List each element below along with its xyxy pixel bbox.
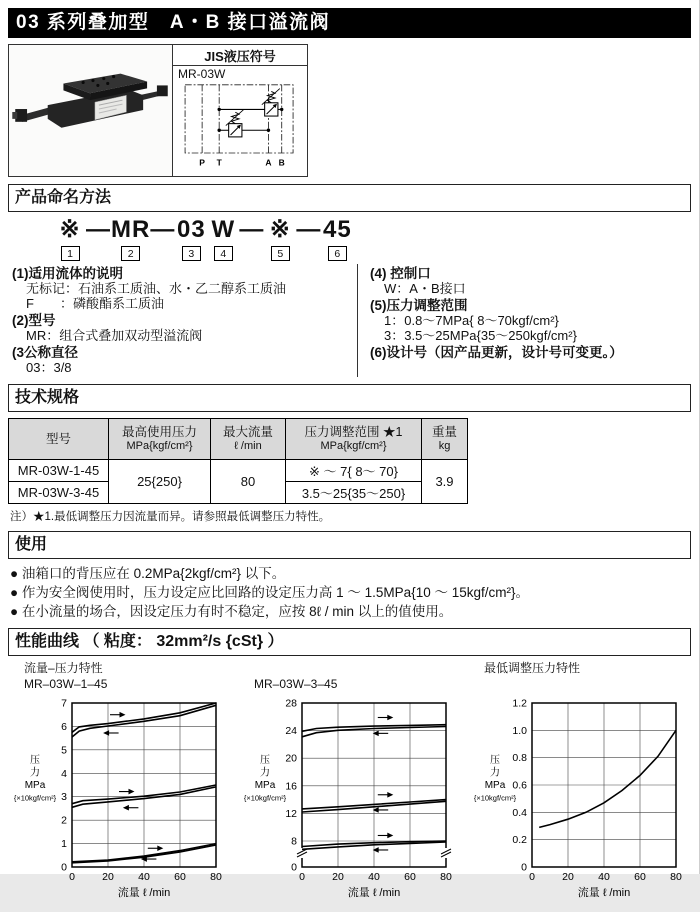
y-axis-label: {×10kgf/cm²} [13,793,57,803]
usage-note-0: ● 油箱口的背压应在 0.2MPa{2kgf/cm²} 以下。 [10,566,286,581]
cell-range-2: 3.5～25{35～250} [286,482,422,504]
svg-text:1: 1 [61,838,67,851]
svg-text:5: 5 [61,744,67,757]
naming-item-0: (4) 控制口 [370,266,431,281]
naming-column-left [8,264,358,377]
svg-text:60: 60 [404,871,416,883]
flow-direction-arrow [387,792,393,798]
svg-text:4: 4 [61,767,67,780]
svg-text:7: 7 [61,697,67,710]
code-segment-text: — [239,216,265,243]
svg-text:0: 0 [521,861,527,874]
flow-direction-arrow [387,715,393,721]
y-axis-label: 压 [260,755,270,766]
flow-direction-arrow [129,789,135,795]
chart-canvas [8,695,238,907]
svg-text:0: 0 [291,861,297,874]
naming-item-5: (6)设计号（因产品更新，设计号可变更。） [370,345,623,360]
jis-symbol-panel [173,45,307,176]
spec-col-max-pressure: 最高使用压力 MPa{kgf/cm²} [109,419,211,460]
section-header-performance: 性能曲线 （ 粘度： 32mm²/s {cSt} ） [8,628,691,656]
svg-text:16: 16 [285,780,297,793]
svg-text:20: 20 [332,871,344,883]
page-title: 03 系列叠加型 A・B 接口溢流阀 [8,8,691,38]
naming-item-0: (1)适用流体的说明 [12,266,123,281]
naming-column-right [358,264,691,377]
svg-text:0.2: 0.2 [512,834,527,847]
code-position-box: 5 [271,246,290,261]
y-axis-label: MPa [24,780,46,791]
naming-item-1: 无标记：石油系工质油、水・乙二醇系工质油 [26,281,287,296]
code-position-box: 4 [214,246,233,261]
cell-max-pressure: 25{250} [109,460,211,504]
product-overview-box [8,44,308,177]
naming-item-4: MR：组合式叠加双动型溢流阀 [26,328,203,343]
usage-note-2: ● 在小流量的场合，因设定压力有时不稳定，应按 8ℓ / min 以上的值使用。 [10,604,453,619]
y-axis-label: 力 [490,767,500,779]
model-code-segment [54,217,86,261]
svg-text:40: 40 [368,871,380,883]
naming-item-2: (5)压力调整范围 [370,298,468,313]
chart-title: MR–03W–3–45 [254,677,338,691]
x-axis-label: 流量 ℓ /min [577,887,631,899]
naming-item-4: 3：3.5～25MPa{35～250kgf/cm²} [384,328,577,343]
svg-text:28: 28 [285,697,297,710]
code-separator [296,217,321,242]
x-axis-label: 流量 ℓ /min [117,887,171,899]
port-label-a: A [265,157,272,168]
spec-col-model: 型号 [9,419,109,460]
flow-direction-arrow [387,833,393,839]
code-segment-text: 45 [322,216,352,243]
flow-direction-arrow [120,712,126,718]
svg-text:40: 40 [138,871,150,883]
section-header-naming: 产品命名方法 [8,184,691,212]
hydraulic-circuit-symbol [178,81,303,171]
svg-text:20: 20 [562,871,574,883]
svg-text:0.6: 0.6 [512,779,527,792]
section-header-specs: 技术规格 [8,384,691,412]
usage-notes [10,564,691,621]
svg-text:0.4: 0.4 [512,806,527,819]
naming-item-1: W：A・B接口 [384,281,466,296]
svg-text:40: 40 [598,871,610,883]
table-row [9,460,468,482]
svg-text:2: 2 [61,814,67,827]
naming-columns [8,264,691,377]
code-segment-text: 03 [176,216,206,243]
jis-symbol-model: MR-03W [178,67,226,81]
section-header-usage: 使用 [8,531,691,559]
cell-weight: 3.9 [422,460,468,504]
naming-item-6: 03：3/8 [26,360,72,375]
code-segment-text: MR [111,216,151,243]
port-label-p: P [199,157,205,168]
svg-text:6: 6 [61,720,67,733]
chart-title: 流量–压力特性 MR–03W–1–45 [24,661,108,691]
cell-range-1: ※ ～ 7{ 8～ 70} [286,460,422,482]
svg-text:24: 24 [285,725,297,738]
spec-col-max-flow: 最大流量 ℓ /min [211,419,286,460]
naming-item-3: 1：0.8～7MPa{ 8～70kgf/cm²} [384,313,559,328]
code-segment-text: — [150,216,176,243]
performance-charts [8,660,691,912]
code-segment-text: W [211,216,236,243]
svg-text:0: 0 [529,871,535,883]
series-最低调整压力 [539,730,676,827]
model-code-diagram [54,217,691,261]
naming-item-3: (2)型号 [12,313,56,328]
svg-text:0: 0 [61,861,67,874]
spec-col-adjust-range: 压力调整范围 ★1 MPa{kgf/cm²} [286,419,422,460]
jis-symbol-body [173,66,307,176]
code-separator [150,217,175,242]
svg-text:60: 60 [174,871,186,883]
spec-table-note: 注）★1.最低调整压力因流量而异。请参照最低调整压力特性。 [10,511,331,523]
spec-table [8,418,468,504]
code-segment-text: ※ [269,216,291,243]
model-code-segment [175,217,207,261]
code-position-box: 2 [121,246,140,261]
y-axis-label: 压 [490,755,500,766]
product-photo [9,45,173,176]
code-position-box: 3 [182,246,201,261]
svg-text:80: 80 [210,871,222,883]
cell-model-1: MR-03W-1-45 [9,460,109,482]
svg-text:3: 3 [61,791,67,804]
code-position-box: 6 [328,246,347,261]
svg-text:1.0: 1.0 [512,724,527,737]
flow-direction-arrow [373,731,379,737]
svg-text:0.8: 0.8 [512,752,527,765]
valve-photo-illustration [12,50,170,172]
naming-item-2: F ：磷酸酯系工质油 [26,296,164,311]
svg-text:12: 12 [285,807,297,820]
code-separator [239,217,264,242]
code-segment-text: ※ [59,216,81,243]
chart-1 [8,660,238,912]
svg-text:20: 20 [285,752,297,765]
code-position-box: 1 [61,246,80,261]
chart-canvas [238,695,468,907]
model-code-segment [111,217,150,261]
flow-direction-arrow [103,730,109,736]
svg-text:80: 80 [670,871,682,883]
model-code-segment [264,217,296,261]
svg-text:60: 60 [634,871,646,883]
y-axis-label: MPa [484,780,506,791]
svg-text:20: 20 [102,871,114,883]
jis-symbol-header: JIS液压符号 [173,45,307,66]
x-axis-label: 流量 ℓ /min [347,887,401,899]
code-segment-text: — [86,216,111,243]
svg-text:0: 0 [69,871,75,883]
cell-model-2: MR-03W-3-45 [9,482,109,504]
flow-direction-arrow [157,845,163,851]
flow-direction-arrow [123,805,129,811]
naming-item-5: (3公称直径 [12,345,79,360]
model-code-segment [207,217,239,261]
y-axis-label: MPa [254,780,276,791]
port-label-b: B [278,157,285,168]
code-separator [86,217,111,242]
code-segment-text: — [296,216,322,243]
flow-direction-arrow [373,807,379,813]
svg-text:1.2: 1.2 [512,697,527,710]
y-axis-label: {×10kgf/cm²} [243,793,287,803]
cell-max-flow: 80 [211,460,286,504]
chart-title: 最低调整压力特性 [484,661,581,675]
svg-text:8: 8 [291,835,297,848]
svg-text:0: 0 [299,871,305,883]
y-axis-label: 力 [260,767,270,779]
y-axis-label: {×10kgf/cm²} [473,793,517,803]
model-code-segment [321,217,353,261]
usage-note-1: ● 作为安全阀使用时，压力设定应比回路的设定压力高 1 ～ 1.5MPa{10 ～ 15kgf/cm²}。 [10,585,529,600]
chart-canvas [468,695,698,907]
spec-col-weight: 重量 kg [422,419,468,460]
y-axis-label: 压 [30,755,40,766]
svg-text:80: 80 [440,871,452,883]
flow-direction-arrow [373,847,379,853]
chart-2 [238,660,468,912]
chart-3 [468,660,698,912]
y-axis-label: 力 [30,767,40,779]
port-label-t: T [216,157,222,168]
